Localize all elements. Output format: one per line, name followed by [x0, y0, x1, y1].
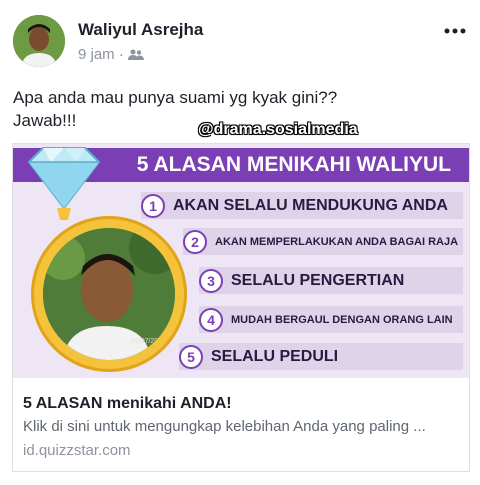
link-title[interactable]: 5 ALASAN menikahi ANDA!	[23, 395, 232, 412]
reason-text-4: MUDAH BERGAUL DENGAN ORANG LAIN	[231, 313, 453, 326]
ring-frame	[31, 216, 187, 372]
link-image[interactable]	[13, 144, 469, 378]
diamond-icon	[21, 146, 107, 224]
reason-number-4: 4	[199, 308, 223, 332]
author-name[interactable]: Waliyul Asrejha	[78, 20, 204, 39]
watermark: @drama.sosialmedia	[198, 121, 358, 138]
avatar-photo	[13, 15, 65, 67]
author-avatar[interactable]	[13, 15, 65, 67]
banner-title: 5 ALASAN MENIKAHI WALIYUL	[13, 148, 469, 182]
meta-separator: ·	[118, 46, 124, 63]
post-text-line1: Apa anda mau punya suami yg kyak gini??	[13, 88, 338, 107]
reason-row-1	[141, 192, 463, 219]
post-time[interactable]: 9 jam	[78, 46, 115, 63]
reason-text-1: AKAN SELALU MENDUKUNG ANDA	[173, 196, 448, 214]
reason-text-3: SELALU PENGERTIAN	[231, 271, 405, 289]
more-options-icon	[444, 28, 466, 34]
link-description: Klik di sini untuk mengungkap kelebihan Anda yang paling ...	[23, 418, 426, 435]
post-meta	[78, 46, 144, 63]
friends-icon	[128, 49, 144, 61]
reason-number-1: 1	[141, 194, 165, 218]
photo-date: 02/07/2017	[131, 338, 167, 345]
more-options-button[interactable]	[444, 22, 466, 34]
reason-text-5: SELALU PEDULI	[211, 347, 339, 365]
reason-number-5: 5	[179, 345, 203, 369]
reason-row-3	[199, 267, 463, 294]
post-text-line2: Jawab!!!	[13, 111, 77, 130]
reason-number-2: 2	[183, 230, 207, 254]
ring-photo	[43, 228, 175, 360]
reason-row-5	[179, 343, 463, 370]
reason-text-2: AKAN MEMPERLAKUKAN ANDA BAGAI RAJA	[215, 235, 459, 248]
link-preview-card[interactable]	[12, 143, 470, 472]
reason-number-3: 3	[199, 269, 223, 293]
reason-row-2	[183, 228, 463, 255]
link-domain: id.quizzstar.com	[23, 442, 131, 459]
reason-row-4	[199, 306, 463, 333]
